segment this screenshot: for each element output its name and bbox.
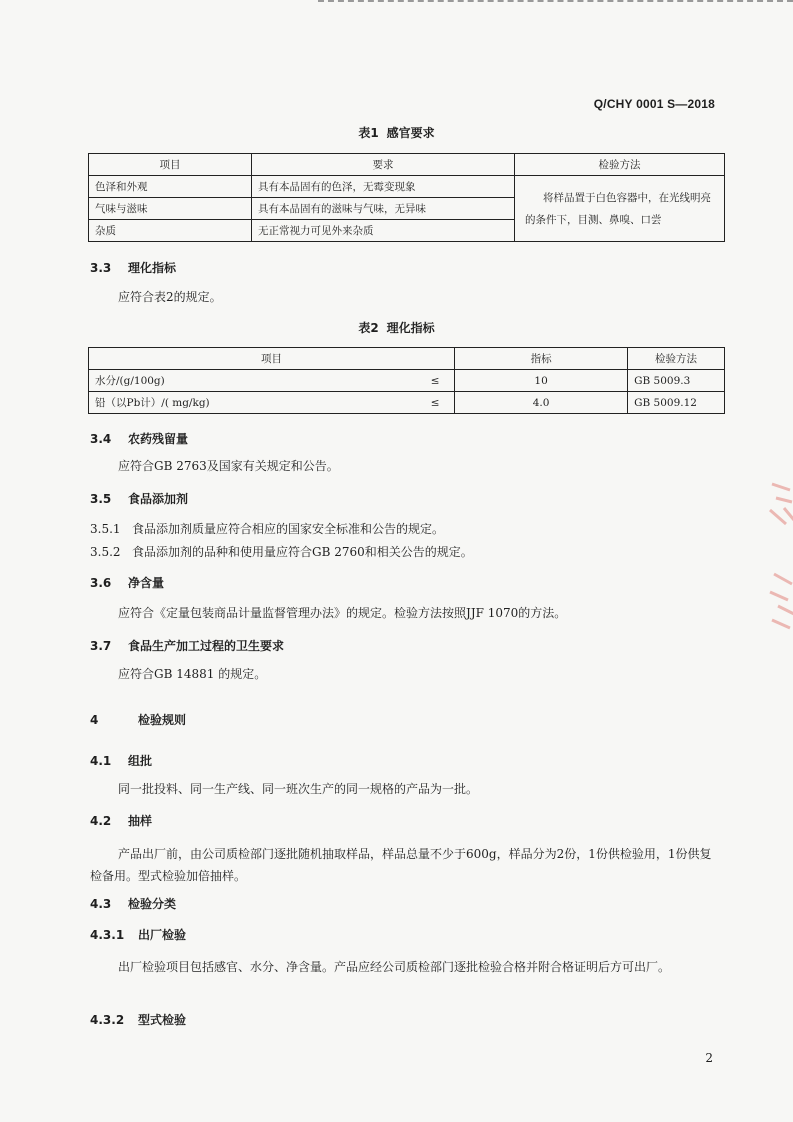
- cell-item: 气味与滋味: [89, 198, 252, 220]
- col-header-limit: 指标: [455, 348, 628, 370]
- section-4-heading: 4 检验规则: [90, 713, 187, 727]
- table-row: [89, 392, 725, 414]
- cell-method: 将样品置于白色容器中，在光线明亮 的条件下，目测、鼻嗅、口尝: [515, 176, 725, 242]
- red-seal-stamp-fragment: [766, 570, 793, 620]
- section-4-3-2-heading: 4.3.2 型式检验: [90, 1013, 187, 1027]
- cell-item: 色泽和外观: [89, 176, 252, 198]
- cell-requirement: 无正常视力可见外来杂质: [252, 220, 515, 242]
- col-header-item: 项目: [89, 348, 455, 370]
- section-4-3-1-heading: 4.3.1 出厂检验: [90, 928, 187, 942]
- section-3-5-2: 3.5.2 食品添加剂的品种和使用量应符合GB 2760和相关公告的规定。: [90, 545, 473, 559]
- section-4-1-text: 同一批投料、同一生产线、同一班次生产的同一规格的产品为一批。: [118, 782, 479, 796]
- section-4-2-text: 产品出厂前，由公司质检部门逐批随机抽取样品，样品总量不少于600g，样品分为2份，1份供检验用，1份供复检备用。型式检验加倍抽样。: [90, 847, 712, 883]
- col-header-method: 检验方法: [628, 348, 725, 370]
- physicochemical-table: [88, 347, 725, 414]
- page-number: 2: [705, 1051, 713, 1065]
- cell-item: 杂质: [89, 220, 252, 242]
- section-3-6-heading: 3.6 净含量: [90, 576, 165, 590]
- cell-limit: 10: [455, 370, 628, 392]
- scan-edge-line: [318, 0, 793, 2]
- table2-caption: 表2 理化指标: [358, 321, 435, 335]
- section-3-5-heading: 3.5 食品添加剂: [90, 492, 189, 506]
- cell-item: 水分/(g/100g): [89, 370, 417, 392]
- cell-operator: ≤: [416, 370, 455, 392]
- red-seal-stamp-fragment: [766, 480, 793, 530]
- cell-operator: ≤: [416, 392, 455, 414]
- section-3-4-heading: 3.4 农药残留量: [90, 432, 189, 446]
- col-header-requirement: 要求: [252, 154, 515, 176]
- cell-limit: 4.0: [455, 392, 628, 414]
- table1-caption: 表1 感官要求: [358, 126, 435, 140]
- table-header-row: [89, 154, 725, 176]
- section-3-3-text: 应符合表2的规定。: [118, 290, 222, 304]
- section-3-5-1: 3.5.1 食品添加剂质量应符合相应的国家安全标准和公告的规定。: [90, 522, 445, 536]
- section-4-2-heading: 4.2 抽样: [90, 814, 153, 828]
- cell-method: GB 5009.12: [628, 392, 725, 414]
- section-3-4-text: 应符合GB 2763及国家有关规定和公告。: [118, 459, 339, 473]
- cell-requirement: 具有本品固有的色泽，无霉变现象: [252, 176, 515, 198]
- cell-requirement: 具有本品固有的滋味与气味，无异味: [252, 198, 515, 220]
- document-code: Q/CHY 0001 S—2018: [593, 97, 715, 111]
- table-header-row: [89, 348, 725, 370]
- section-4-3-1-text: 出厂检验项目包括感官、水分、净含量。产品应经公司质检部门逐批检验合格并附合格证明后方可出厂。: [118, 960, 671, 974]
- section-3-7-text: 应符合GB 14881 的规定。: [118, 667, 267, 681]
- col-header-item: 项目: [89, 154, 252, 176]
- section-3-7-heading: 3.7 食品生产加工过程的卫生要求: [90, 639, 285, 653]
- table-row: [89, 176, 725, 198]
- table-row: [89, 370, 725, 392]
- cell-method: GB 5009.3: [628, 370, 725, 392]
- col-header-method: 检验方法: [515, 154, 725, 176]
- section-4-3-heading: 4.3 检验分类: [90, 897, 177, 911]
- sensory-table: [88, 153, 725, 242]
- section-3-3-heading: 3.3 理化指标: [90, 261, 177, 275]
- cell-item: 铅（以Pb计）/( mg/kg): [89, 392, 417, 414]
- section-3-6-text: 应符合《定量包装商品计量监督管理办法》的规定。检验方法按照JJF 1070的方法。: [118, 606, 567, 620]
- section-4-1-heading: 4.1 组批: [90, 754, 153, 768]
